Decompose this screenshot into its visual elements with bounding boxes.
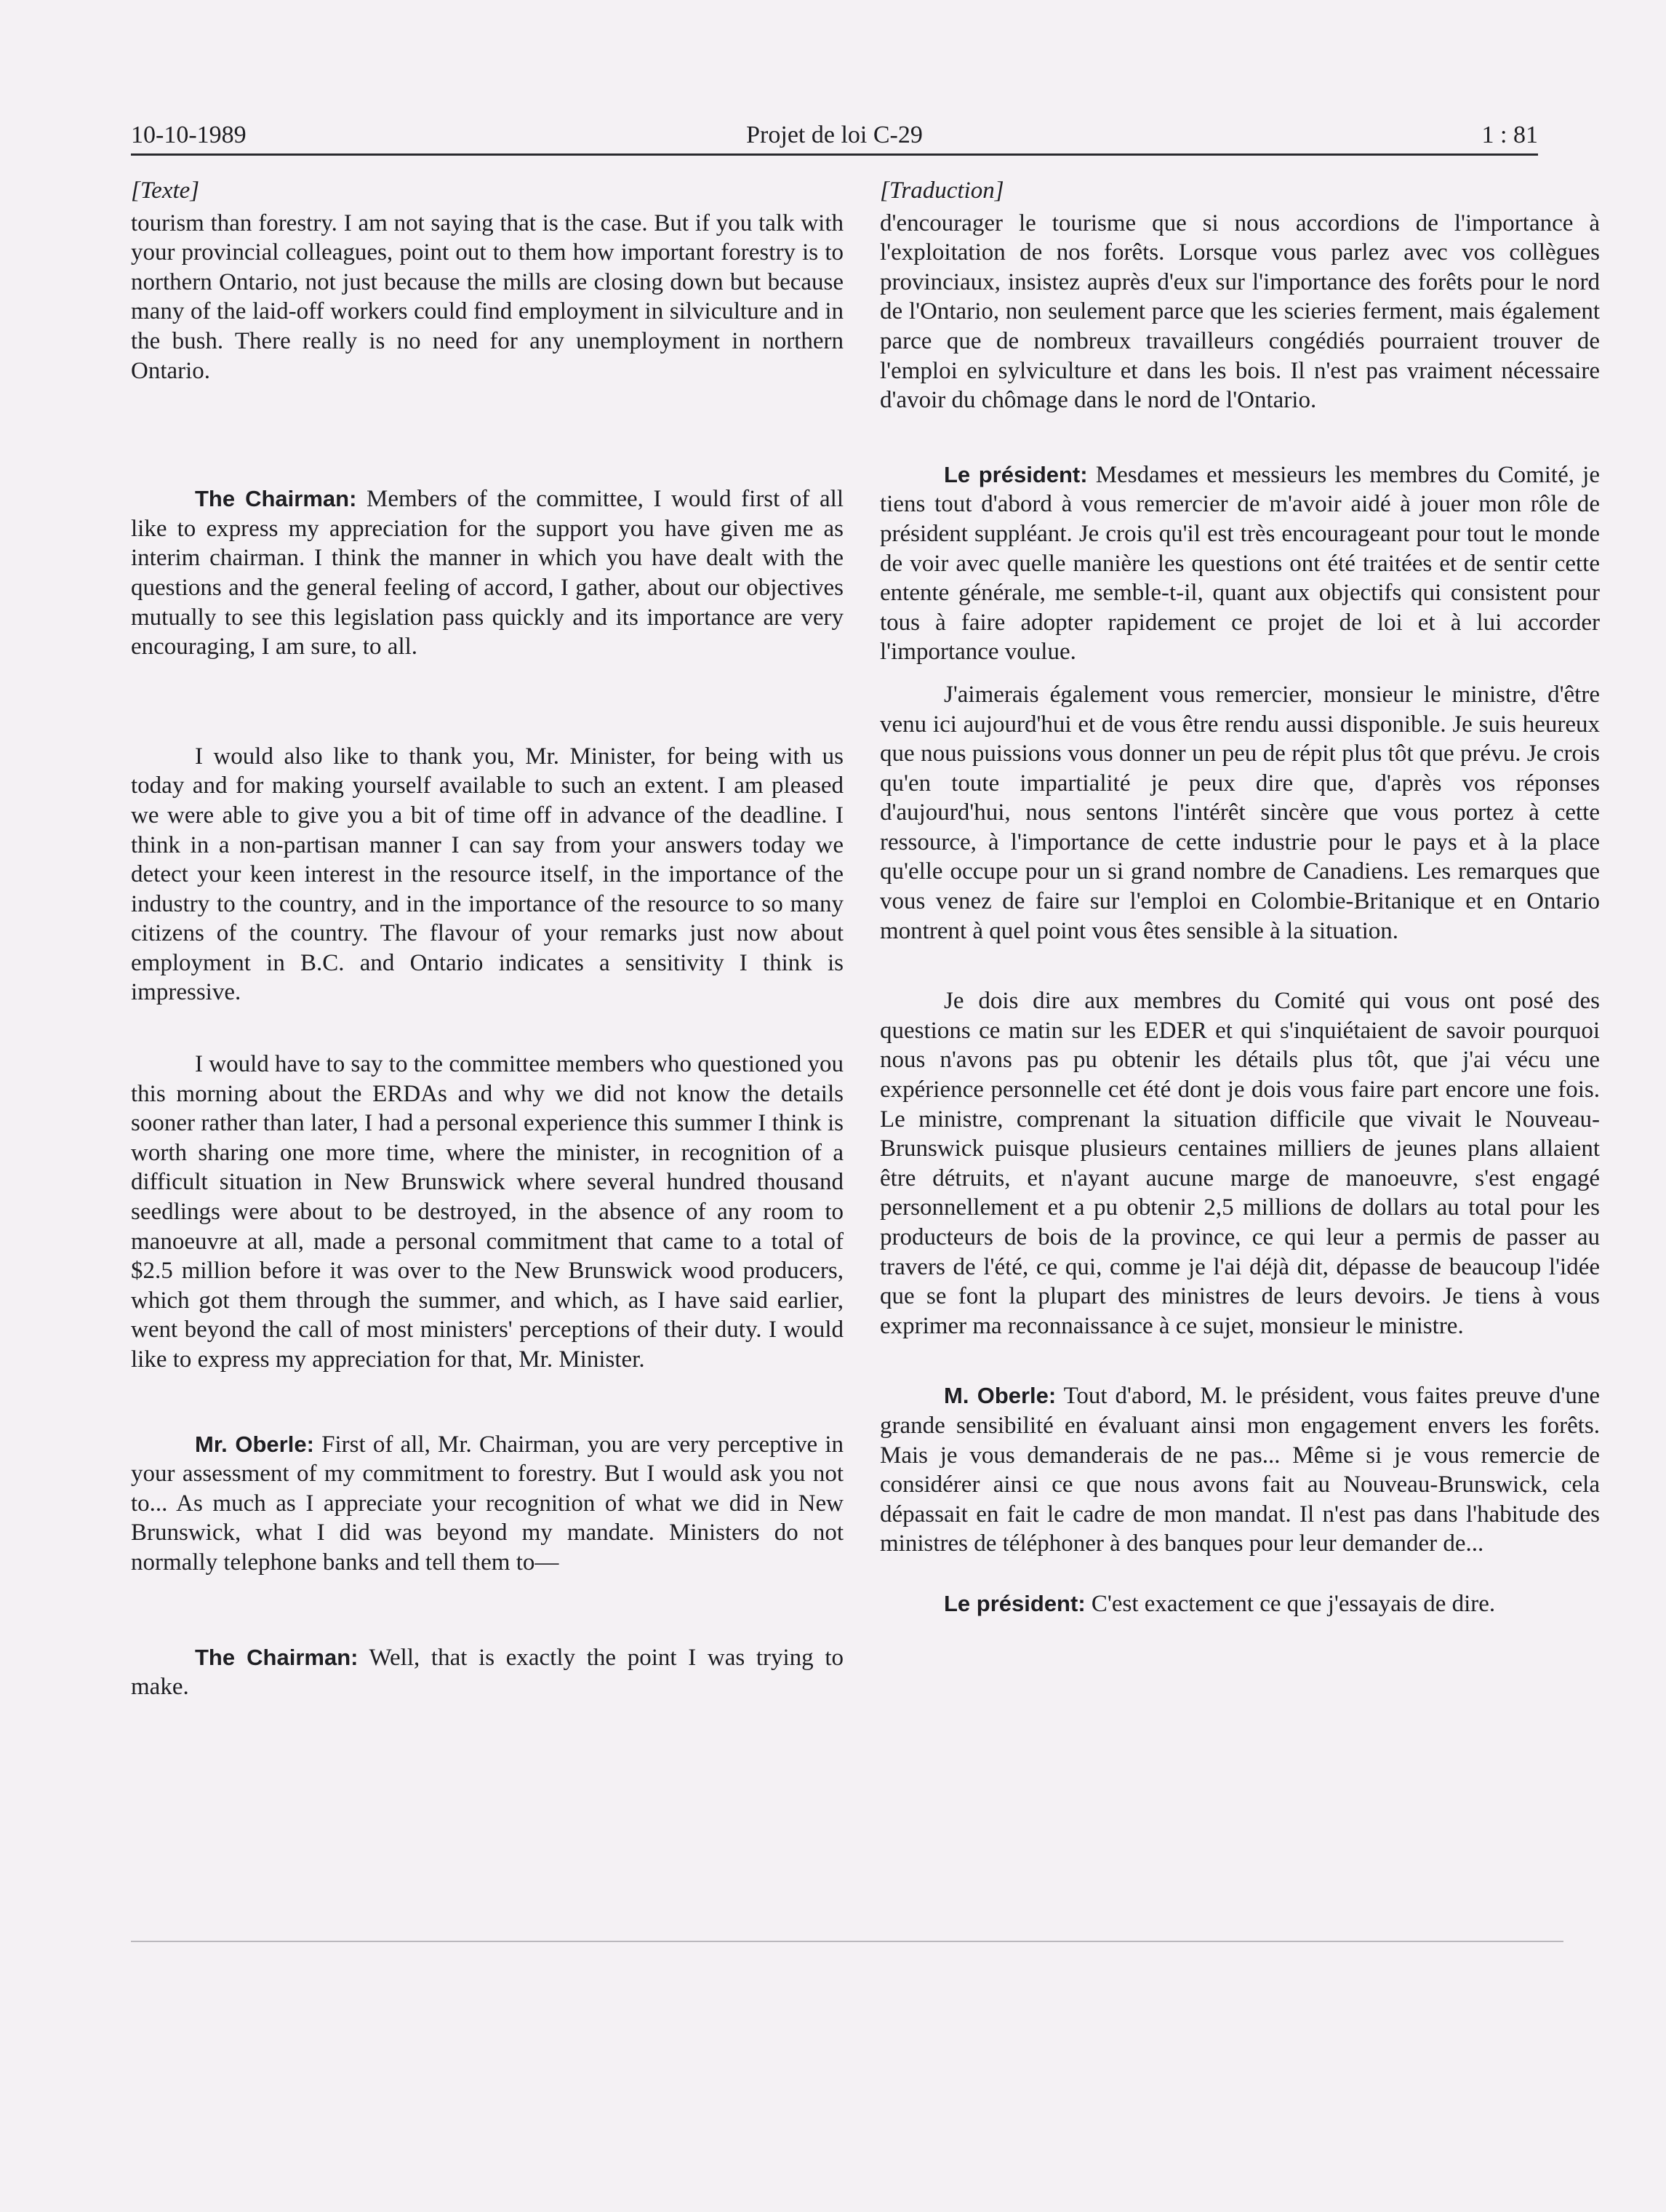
- paragraph-text: d'encourager le tourisme que si nous accordions de l'importance à l'exploitation de nos forêts. Lorsque vous parlez avec vos collègues provinciaux, insistez auprès d'eux sur l'importance des forêts pour le nord de l'Ontario, non seulement parce que les scieries ferment, mais également parce que de nombreux travailleurs congédiés pourraient trouver de l'emploi en sylviculture et dans les bois. Il n'est pas vraiment nécessaire d'avoir du chômage dans le nord de l'Ontario.: [880, 209, 1600, 414]
- paragraph-text: First of all, Mr. Chairman, you are very perceptive in your assessment of my commitment to forestry. But I would ask you not to... As much as I appreciate your recognition of what we did in New Brunswick, what I did was beyond my mandate. Ministers do not normally telephone banks and tell them to—: [131, 1431, 844, 1576]
- paragraph: [880, 209, 1600, 415]
- paragraph-text: I would have to say to the committee members who questioned you this morning about the ERDAs and why we did not know the details sooner rather than later, I had a personal experience this summer I think is worth sharing one more time, where the minister, in recognition of a difficult situation in New Brunswick where several hundred thousand seedlings were about to be destroyed, in the absence of any room to manoeuvre at all, made a personal commitment that came to a total of $2.5 million before it was over to the New Brunswick wood producers, which got them through the summer, and which, as I have said earlier, went beyond the call of most ministers' perceptions of their duty. I would like to express my appreciation for that, Mr. Minister.: [131, 1051, 844, 1373]
- page-header: [131, 113, 1538, 156]
- paragraph: [131, 484, 844, 662]
- speaker-label: The Chairman:: [195, 1644, 359, 1670]
- paragraph: [880, 460, 1600, 667]
- paragraph-text: C'est exactement ce que j'essayais de dire.: [1091, 1590, 1496, 1617]
- speaker-label: M. Oberle:: [944, 1383, 1057, 1409]
- paragraph-text: Tout d'abord, M. le président, vous faites preuve d'une grande sensibilité en évaluant ainsi mon engagement envers les forêts. Mais je vous demanderais de ne pas... Même si je vous remercie de considérer ainsi ce que nous avons fait au Nouveau-Brunswick, cela dépassait en fait le cadre de mon mandat. Il n'est pas dans l'habitude des ministres de téléphoner à des banques pour leur demander de...: [880, 1383, 1601, 1557]
- paragraph-text: I would also like to thank you, Mr. Minister, for being with us today and for making yourself available to such an extent. I am pleased we were able to give you a bit of time off in advance of the deadline. I think in a non-partisan manner I can say from your answers today we detect your keen interest in the resource itself, in the importance of the industry to the country, and in the importance of the resource to so many citizens of the country. The flavour of your remarks just now about employment in B.C. and Ontario indicates a sensitivity I think is impressive.: [131, 743, 844, 1006]
- paragraph: [880, 986, 1600, 1341]
- paragraph: [131, 1050, 844, 1375]
- paragraph: [880, 1381, 1600, 1559]
- header-page-number: 1 : 81: [1481, 121, 1538, 148]
- paragraph: [131, 1643, 844, 1702]
- paragraph-text: Mesdames et messieurs les membres du Comité, je tiens tout d'abord à vous remercier de m'avoir aidé à jouer mon rôle de président suppléant. Je crois qu'il est très encourageant pour tout le monde de voir avec quelle manière les questions ont été traitées et de sentir cette entente générale, me semble-t-il, quant aux objectifs qui consistent pour tous à faire adopter rapidement ce projet de loi et à lui accorder l'importance voulue.: [880, 461, 1600, 666]
- paragraph-text: J'aimerais également vous remercier, monsieur le ministre, d'être venu ici aujourd'hui et de vous être rendu aussi disponible. Je suis heureux que nous puissions vous donner un peu de répit plus tôt que prévu. Je crois qu'en toute impartialité je peux dire que, d'après vos réponses d'aujourd'hui, nous sentons l'intérêt sincère que vous portez à cette ressource, à l'importance de cette industrie pour le pays et à la place qu'elle occupe pour un si grand nombre de Canadiens. Les remarques que vous venez de faire sur l'emploi en Colombie-Britanique et en Ontario montrent à quel point vous êtes sensible à la situation.: [880, 681, 1600, 944]
- translation-tag: [Traduction]: [880, 177, 1004, 204]
- bottom-divider: [131, 1941, 1563, 1942]
- text-tag: [Texte]: [131, 177, 200, 204]
- paragraph: [880, 1589, 1600, 1619]
- speaker-label: Le président:: [944, 461, 1088, 487]
- header-date: 10-10-1989: [131, 121, 247, 148]
- paragraph-text: tourism than forestry. I am not saying that is the case. But if you talk with your provincial colleagues, point out to them how important forestry is to northern Ontario, not just because the mills are closing down but because many of the laid-off workers could find employment in silviculture and in the bush. There really is no need for any unemployment in northern Ontario.: [131, 209, 844, 384]
- english-column: [131, 176, 844, 1702]
- paragraph: [880, 680, 1600, 946]
- speaker-label: Le président:: [944, 1590, 1086, 1616]
- paragraph: [131, 1430, 844, 1578]
- paragraph-text: Members of the committee, I would first of all like to express my appreciation for the support you have given me as interim chairman. I think the manner in which you have dealt with the questions and the general feeling of accord, I gather, about our objectives mutually to see this legislation pass quickly and its importance are very encouraging, I am sure, to all.: [131, 486, 844, 660]
- speaker-label: The Chairman:: [195, 486, 357, 512]
- paragraph: [131, 742, 844, 1007]
- paragraph: [131, 209, 844, 386]
- paragraph-text: Well, that is exactly the point I was trying to make.: [131, 1644, 844, 1701]
- paragraph-text: Je dois dire aux membres du Comité qui vous ont posé des questions ce matin sur les EDER et qui s'inquiétaient de savoir pourquoi nous n'avons pas pu obtenir les détails plus tôt, que j'ai vécu une expérience personnelle cet été dont je dois vous faire part encore une fois. Le ministre, comprenant la situation difficile que vivait le Nouveau-Brunswick puisque plusieurs centaines milliers de jeunes plans allaient être détruits, et n'ayant aucune marge de manoeuvre, s'est engagé personnellement et a pu obtenir 2,5 millions de dollars au total pour les producteurs de bois de la province, ce qui leur a permis de passer au travers de l'été, ce qui, comme je l'ai déjà dit, dépasse de beaucoup l'idée que se font la plupart des ministres de leurs devoirs. Je tiens à vous exprimer ma reconnaissance à ce sujet, monsieur le ministre.: [880, 988, 1600, 1339]
- french-column: [880, 176, 1600, 1619]
- speaker-label: Mr. Oberle:: [195, 1431, 314, 1457]
- header-title: Projet de loi C-29: [746, 121, 923, 148]
